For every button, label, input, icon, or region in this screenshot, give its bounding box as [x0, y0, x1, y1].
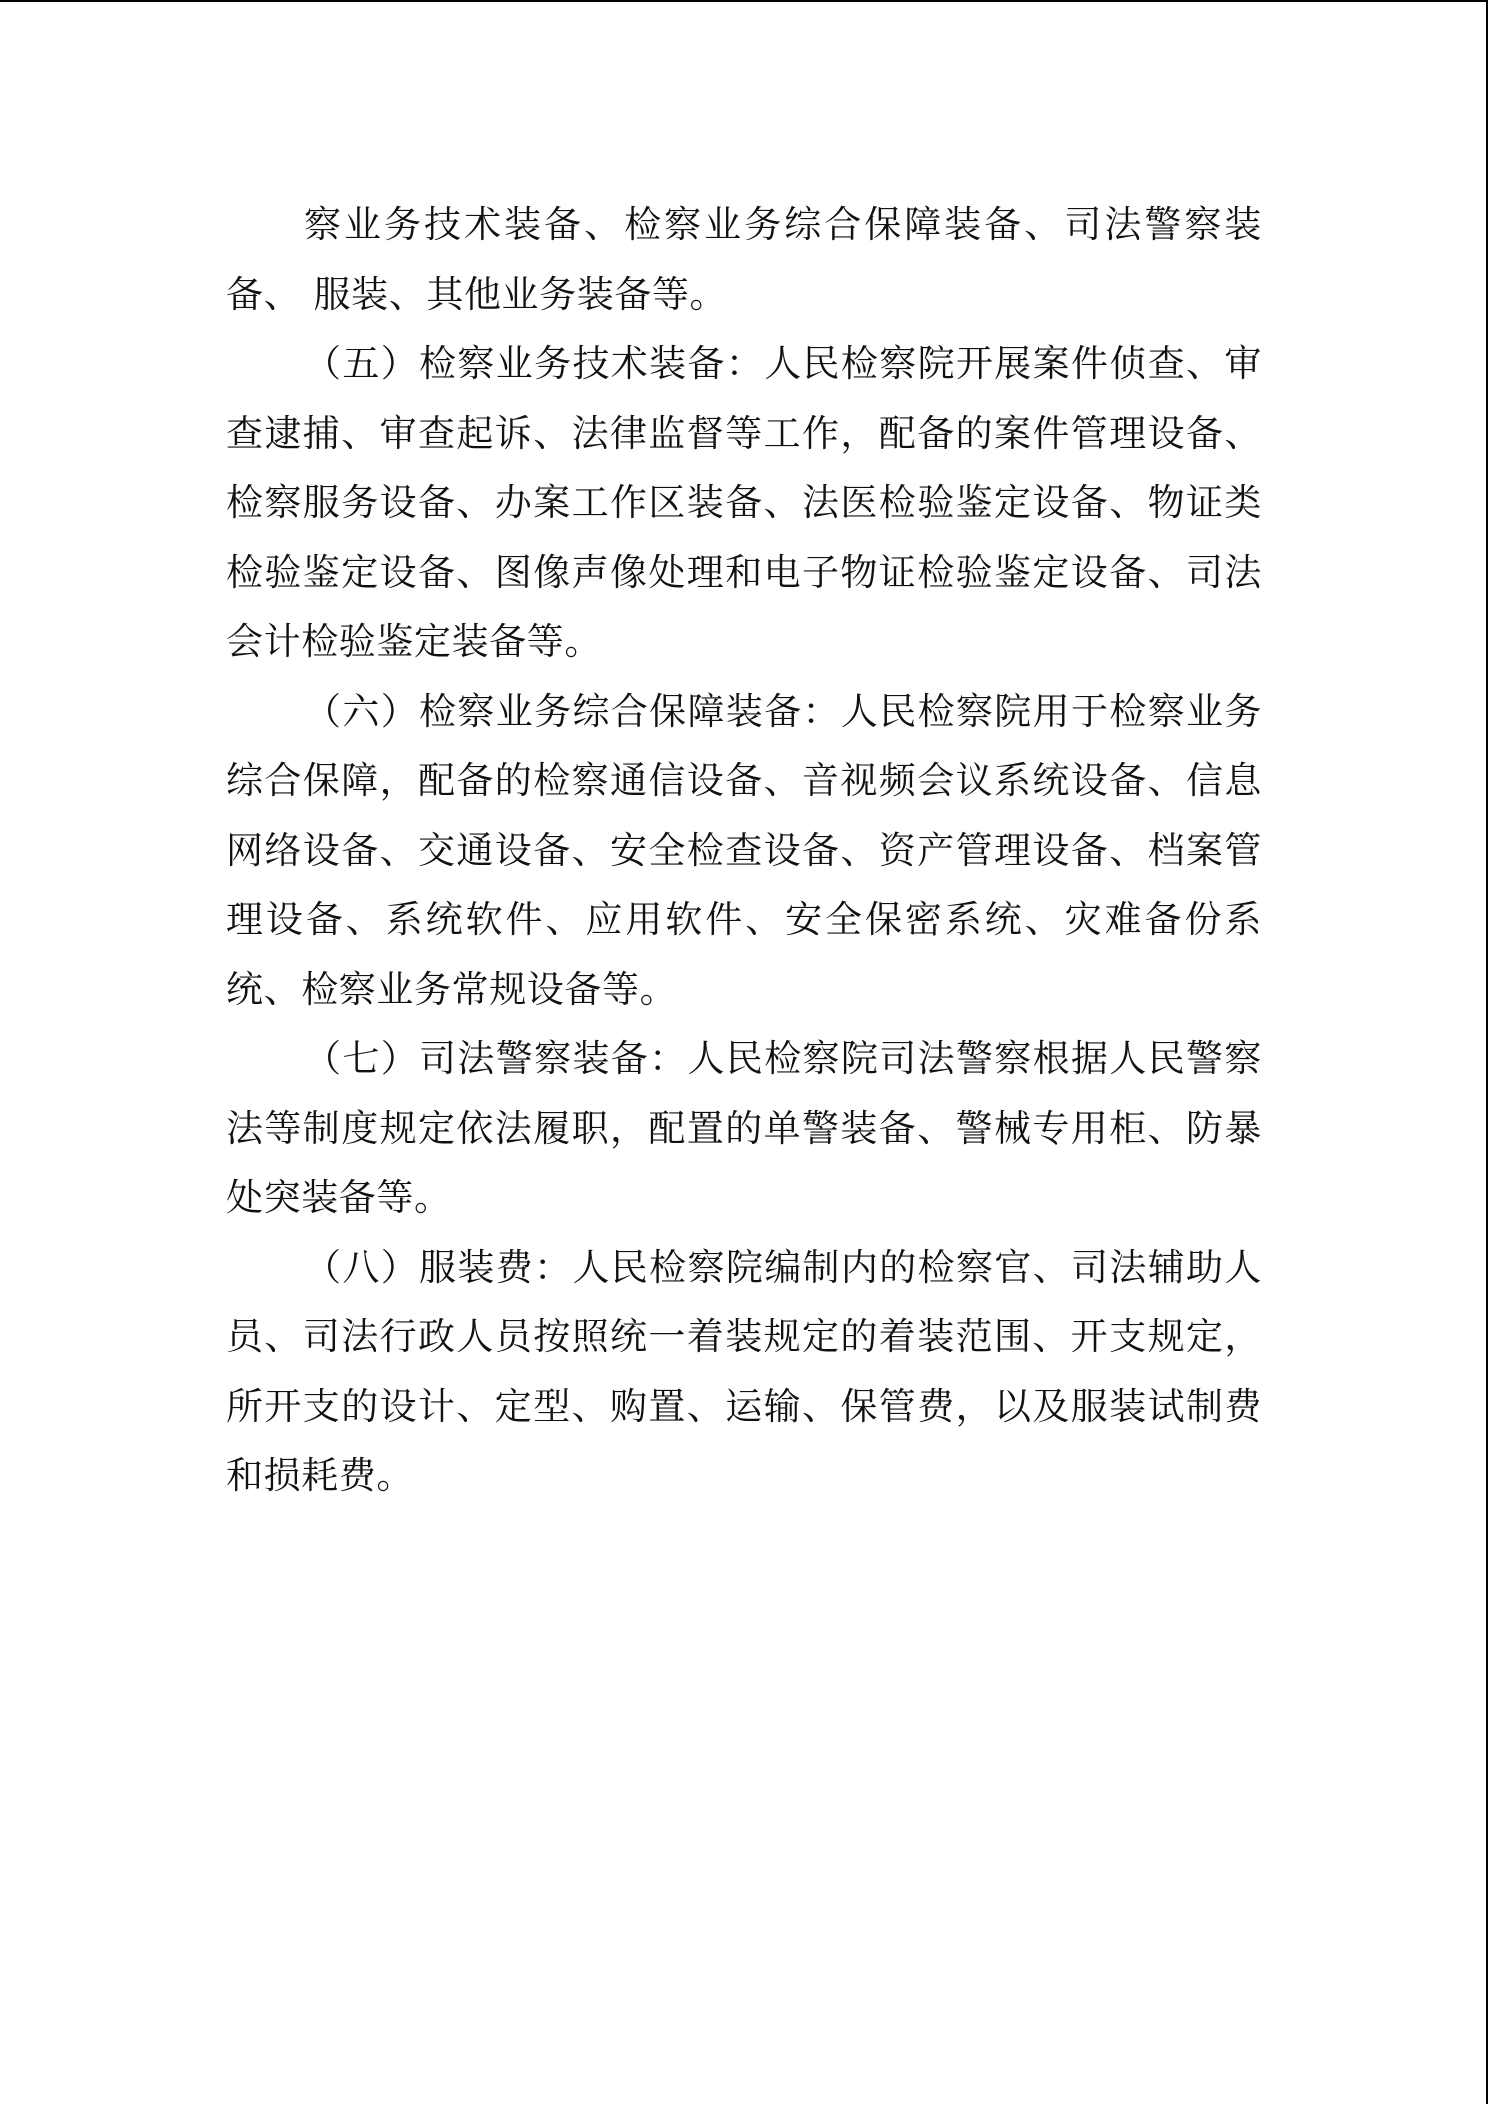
paragraph-section-7: （七）司法警察装备：人民检察院司法警察根据人民警察法等制度规定依法履职，配置的单警装备、警械专用柜、防暴处突装备等。 — [226, 1037, 1262, 1219]
paragraph-continuation: 察业务技术装备、检察业务综合保障装备、司法警察装备、 服装、其他业务装备等。 — [226, 203, 1262, 316]
paragraph-section-6: （六）检察业务综合保障装备：人民检察院用于检察业务综合保障，配备的检察通信设备、音视频会议系统设备、信息网络设备、交通设备、安全检查设备、资产管理设备、档案管理设备、系统软件、应用软件、安全保密系统、灾难备份系统、检察业务常规设备等。 — [226, 689, 1262, 1011]
page-border-top — [0, 0, 1488, 2]
document-body — [226, 190, 1262, 1511]
paragraph-section-5: （五）检察业务技术装备：人民检察院开展案件侦查、审查逮捕、审查起诉、法律监督等工作，配备的案件管理设备、检察服务设备、办案工作区装备、法医检验鉴定设备、物证类检验鉴定设备、图像声像处理和电子物证检验鉴定设备、司法会计检验鉴定装备等。 — [226, 342, 1262, 663]
paragraph-section-8: （八）服装费：人民检察院编制内的检察官、司法辅助人员、司法行政人员按照统一着装规定的着装范围、开支规定，所开支的设计、定型、购置、运输、保管费，以及服装试制费和损耗费。 — [226, 1245, 1262, 1497]
